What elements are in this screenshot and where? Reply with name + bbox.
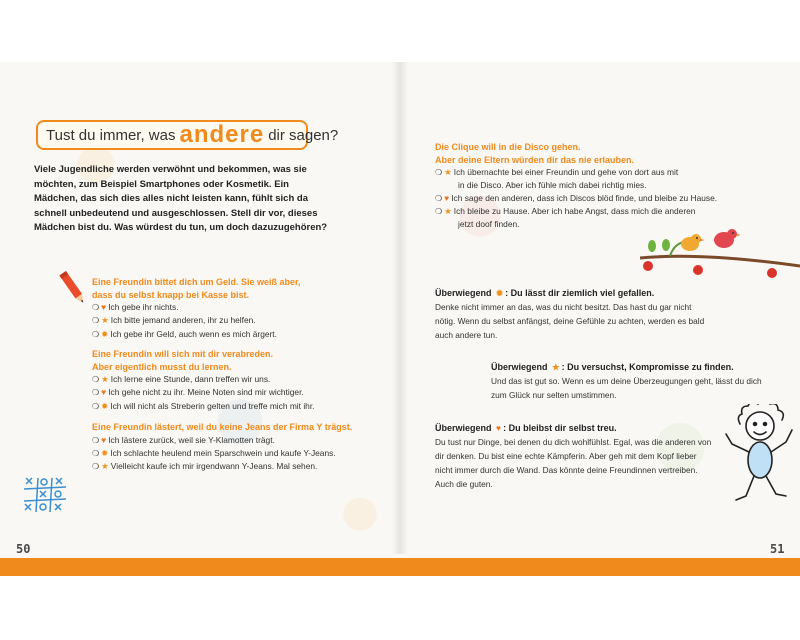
answer-text: Ich lästere zurück, weil sie Y-Klamotten trägt. (108, 434, 275, 445)
radio-circle-icon[interactable]: ❍ (92, 303, 100, 312)
answer-option[interactable] (435, 192, 765, 205)
heart-icon: ♥ (496, 423, 502, 433)
answer-text: Ich übernachte bei einer Freundin und gehe von dort aus mit (453, 167, 679, 177)
result-3 (435, 422, 725, 491)
star-icon: ★ (552, 362, 560, 372)
answer-text: Ich bitte jemand anderen, ihr zu helfen. (110, 315, 256, 326)
radio-circle-icon[interactable]: ❍ (92, 448, 100, 458)
answer-text: Ich will nicht als Streberin gelten und treffe mich mit ihr. (110, 400, 315, 411)
question-title: dass du selbst knapp bei Kasse bist. (92, 289, 250, 300)
sun-icon: ✹ (496, 288, 504, 298)
answer-option[interactable] (92, 434, 362, 447)
answer-text: Ich gebe ihr nichts. (108, 302, 179, 312)
title-pre: Tust du immer, was (46, 126, 176, 144)
answer-option[interactable] (92, 314, 362, 327)
result-prefix: Überwiegend (491, 362, 548, 372)
answer-text-continued: in die Disco. Aber ich fühle mich dabei richtig mies. (458, 180, 647, 191)
bottom-orange-band (0, 558, 800, 576)
star-icon: ★ (101, 315, 109, 326)
star-icon: ★ (444, 167, 452, 177)
answer-option[interactable] (435, 205, 765, 218)
pencil-icon (58, 268, 88, 308)
answer-option[interactable] (92, 328, 362, 341)
radio-circle-icon[interactable]: ❍ (92, 316, 100, 326)
answer-text: Ich sage den anderen, dass ich Discos blöd finde, und bleibe zu Hause. (451, 192, 718, 203)
radio-circle-icon[interactable]: ❍ (92, 329, 100, 339)
heart-icon: ♥ (101, 387, 107, 398)
result-line: nicht immer durch die Wand. Das könnte deine Freundinnen vertreiben. (435, 465, 698, 475)
result-prefix: Überwiegend (435, 288, 492, 298)
star-icon: ★ (444, 205, 452, 216)
answer-text: Ich bleibe zu Hause. Aber ich habe Angst, dass mich die anderen (453, 205, 696, 216)
answer-text-continued: jetzt doof finden. (458, 219, 520, 230)
answer-option[interactable] (92, 301, 362, 314)
answer-option[interactable] (92, 460, 362, 473)
result-heading (435, 422, 725, 435)
question-1 (92, 276, 362, 341)
result-heading-text: : Du versuchst, Kompromisse zu finden. (561, 362, 734, 372)
radio-circle-icon[interactable]: ❍ (435, 168, 443, 177)
result-line: Du tust nur Dinge, bei denen du dich wohlfühlst. Egal, was die anderen von (435, 437, 712, 447)
kid-drawing-icon (720, 404, 800, 514)
answer-option[interactable] (92, 386, 362, 399)
heart-icon: ♥ (444, 192, 450, 203)
answer-option[interactable] (92, 373, 362, 386)
radio-circle-icon[interactable]: ❍ (435, 206, 443, 216)
result-heading (435, 287, 775, 300)
answer-text: Vielleicht kaufe ich mir irgendwann Y-Jeans. Mal sehen. (110, 461, 318, 472)
answer-option[interactable] (435, 166, 765, 179)
star-icon: ★ (101, 374, 109, 384)
title-post: dir sagen? (268, 126, 339, 144)
result-heading (491, 361, 781, 374)
question-title: Aber eigentlich musst du lernen. (92, 361, 232, 372)
quiz-title (36, 120, 339, 150)
sun-icon: ✹ (101, 447, 109, 458)
page-number-right: 51 (770, 542, 785, 556)
answer-text: Ich lerne eine Stunde, dann treffen wir uns. (110, 374, 271, 384)
result-line: auch andere tun. (435, 330, 498, 340)
result-line: Und das ist gut so. Wenn es um deine Überzeugungen geht, lässt du dich (491, 376, 762, 386)
result-heading-text: : Du lässt dir ziemlich viel gefallen. (505, 288, 655, 298)
result-1 (435, 287, 775, 342)
question-4 (435, 141, 765, 230)
result-line: nötig. Wenn du selbst anfängst, deine Gefühle zu achten, werden es bald (435, 316, 705, 326)
answer-text: Ich gehe nicht zu ihr. Meine Noten sind mir wichtiger. (108, 387, 304, 398)
title-highlight: andere (179, 121, 265, 148)
tic-tac-toe-icon (20, 474, 70, 514)
star-icon: ★ (101, 461, 109, 472)
radio-circle-icon[interactable]: ❍ (92, 462, 100, 472)
intro-paragraph: Viele Jugendliche werden verwöhnt und bekommen, was sie möchten, zum Beispiel Smartphones oder Kosmetik. Ein Mädchen, das sich dies alles nicht leisten kann, fühlt sich da schnell unbedeutend und ausgeschlossen. Stell dir vor, dieses Mädchen bist du. Was würdest du tun, um doch dazuzugehören? (34, 164, 328, 233)
radio-circle-icon[interactable]: ❍ (92, 435, 100, 445)
radio-circle-icon[interactable]: ❍ (435, 193, 443, 203)
result-line: dir denken. Du bist eine echte Kämpferin. Aber geh mit dem Kopf lieber (435, 451, 697, 461)
radio-circle-icon[interactable]: ❍ (92, 375, 100, 384)
result-2 (491, 361, 781, 402)
question-title: Eine Freundin will sich mit dir verabreden. (92, 349, 274, 359)
sun-icon: ✹ (101, 400, 109, 411)
answer-text: Ich gebe ihr Geld, auch wenn es mich ärgert. (110, 328, 277, 339)
heart-icon: ♥ (101, 302, 107, 312)
birds-branch-icon (640, 228, 800, 284)
radio-circle-icon[interactable]: ❍ (92, 388, 100, 398)
result-line: Auch die guten. (435, 479, 493, 489)
heart-icon: ♥ (101, 434, 107, 445)
question-title: Eine Freundin bittet dich um Geld. Sie weiß aber, (92, 277, 301, 287)
result-line: Denke nicht immer an das, was du nicht besitzt. Das hast du gar nicht (435, 302, 692, 312)
page-number-left: 50 (16, 542, 31, 556)
result-prefix: Überwiegend (435, 423, 492, 433)
question-title: Aber deine Eltern würden dir das nie erlauben. (435, 154, 635, 165)
result-heading-text: : Du bleibst dir selbst treu. (503, 423, 617, 433)
answer-option[interactable] (92, 400, 362, 413)
question-title: Die Clique will in die Disco gehen. (435, 142, 581, 152)
sun-icon: ✹ (101, 328, 109, 339)
question-2 (92, 348, 362, 413)
result-line: zum Glück nur selten umstimmen. (491, 390, 617, 400)
question-title: Eine Freundin lästert, weil du keine Jeans der Firma Y trägst. (92, 422, 353, 432)
answer-text: Ich schlachte heulend mein Sparschwein und kaufe Y-Jeans. (110, 447, 336, 458)
answer-option[interactable] (92, 447, 362, 460)
radio-circle-icon[interactable]: ❍ (92, 401, 100, 411)
question-3 (92, 421, 362, 473)
